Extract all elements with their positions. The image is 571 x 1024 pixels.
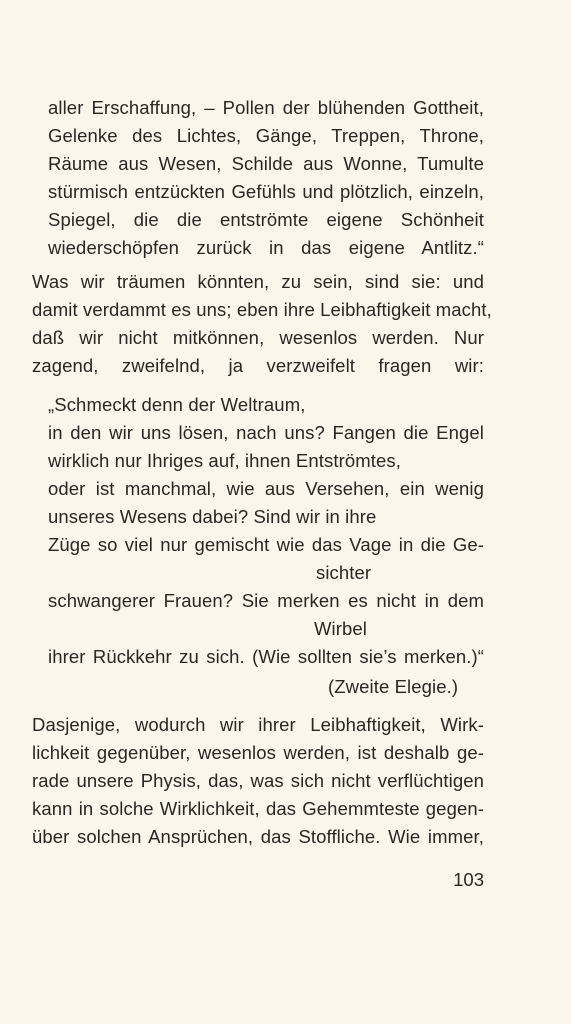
paragraph-3-line: lichkeit gegenüber, wesenlos werden, ist deshalb ge- (32, 742, 484, 763)
page-number: 103 (453, 869, 484, 890)
paragraph-3-line: kann in solche Wirklichkeit, das Gehemmteste gegen- (32, 798, 484, 819)
paragraph-2-line: zagend, zweifelnd, ja verzweifelt fragen wir: (32, 355, 484, 376)
paragraph-1-line: Spiegel, die die entströmte eigene Schönheit (48, 209, 484, 230)
quote-citation: (Zweite Elegie.) (328, 676, 459, 697)
quote-line-continuation: Wirbel (314, 618, 368, 639)
quote-line: wirklich nur Ihriges auf, ihnen Entströmtes, (48, 450, 401, 471)
paragraph-3-line: Dasjenige, wodurch wir ihrer Leibhaftigkeit, Wirk- (32, 714, 484, 735)
quote-line-continuation: sichter (316, 562, 372, 583)
paragraph-3-line: über solchen Ansprüchen, das Stoffliche. Wie immer, (32, 826, 484, 847)
quote-line: „Schmeckt denn der Weltraum, (48, 394, 306, 415)
quote-line: Züge so viel nur gemischt wie das Vage in die Ge- (48, 534, 484, 555)
paragraph-1-line: stürmisch entzückten Gefühls und plötzlich, einzeln, (48, 181, 484, 202)
quote-line: unseres Wesens dabei? Sind wir in ihre (48, 506, 377, 527)
quote-line: schwangerer Frauen? Sie merken es nicht in dem (48, 590, 484, 611)
paragraph-3-line: rade unsere Physis, das, was sich nicht verflüchtigen (32, 770, 484, 791)
paragraph-2-line: Was wir träumen könnten, zu sein, sind sie: und (32, 271, 484, 292)
paragraph-1-line: Gelenke des Lichtes, Gänge, Treppen, Throne, (48, 125, 484, 146)
quote-line: in den wir uns lösen, nach uns? Fangen die Engel (48, 422, 484, 443)
paragraph-1-line: Räume aus Wesen, Schilde aus Wonne, Tumulte (48, 153, 484, 174)
paragraph-2-line: damit verdammt es uns; eben ihre Leibhaftigkeit macht, (32, 299, 492, 320)
quote-line: ihrer Rückkehr zu sich. (Wie sollten sie’s merken.)“ (48, 646, 484, 667)
paragraph-2-line: daß wir nicht mitkönnen, wesenlos werden. Nur (32, 327, 484, 348)
paragraph-1-line: aller Erschaffung, – Pollen der blühenden Gottheit, (48, 97, 484, 118)
quote-line: oder ist manchmal, wie aus Versehen, ein wenig (48, 478, 484, 499)
paragraph-1-line: wiederschöpfen zurück in das eigene Antlitz.“ (48, 237, 484, 258)
